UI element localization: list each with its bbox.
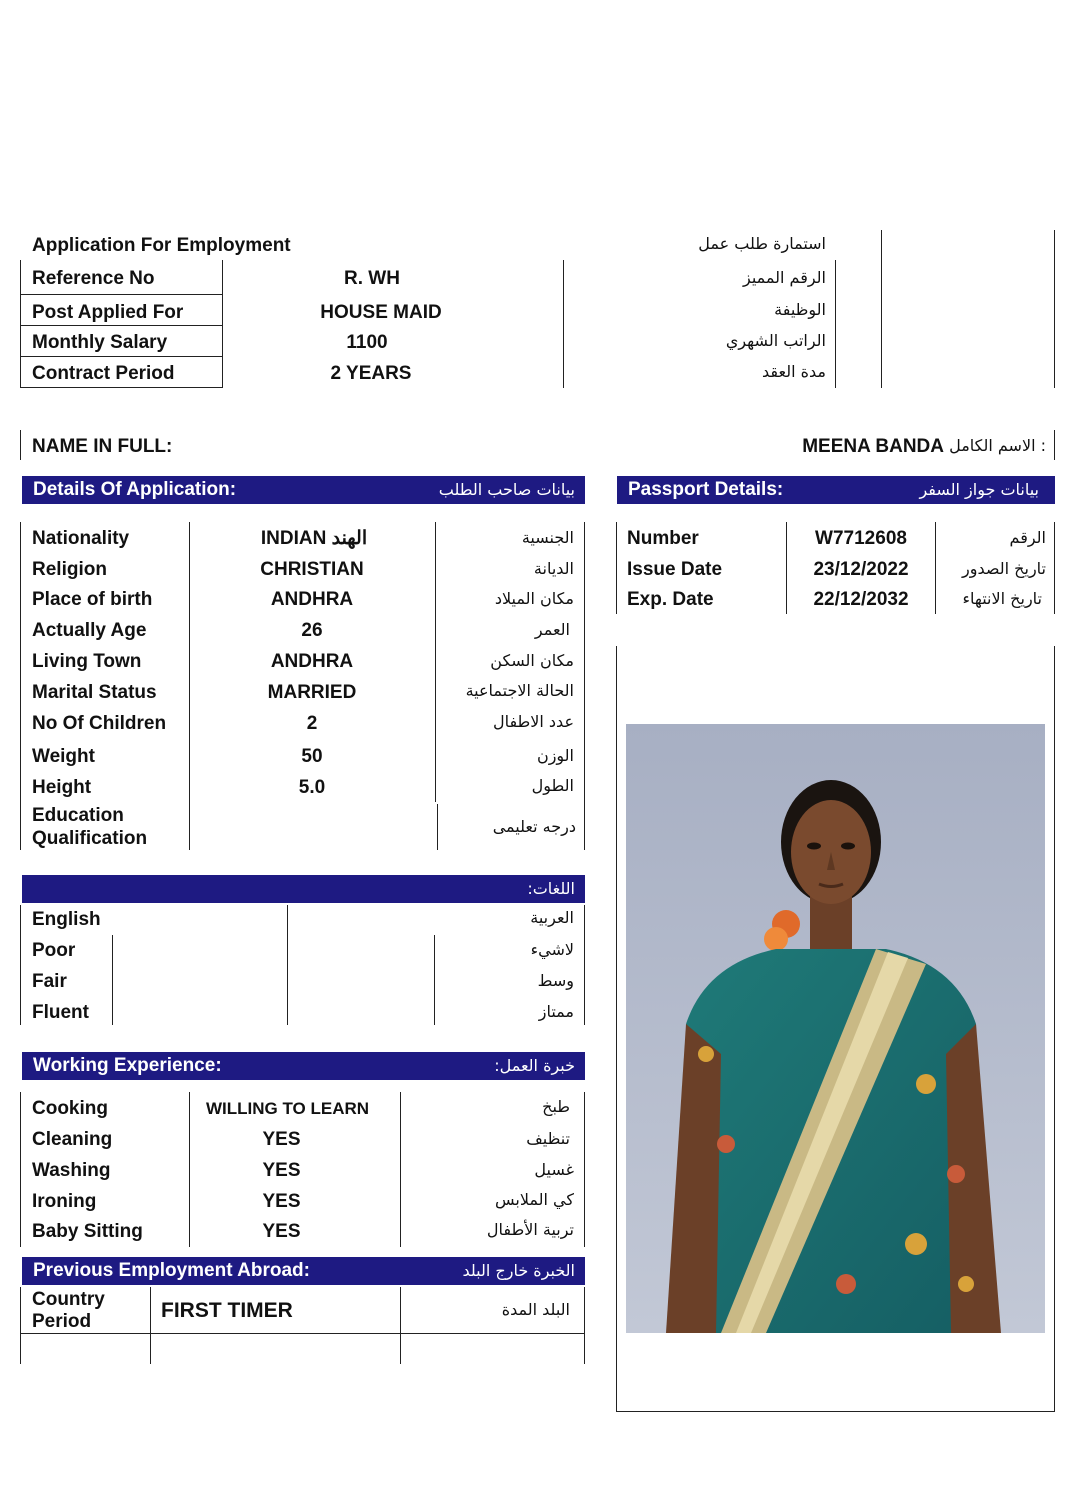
contract-label: Contract Period [32, 363, 175, 384]
issue-date-label-ar: تاريخ الصدور [962, 559, 1046, 578]
children-label: No Of Children [32, 713, 167, 734]
living-town-label: Living Town [32, 651, 142, 672]
app-divider-2b [437, 804, 438, 850]
lang-english-header: English [32, 909, 101, 930]
passport-heading-ar: بيانات جواز السفر [919, 480, 1039, 499]
passport-number-label-ar: الرقم [1009, 528, 1046, 547]
applicant-photo [626, 724, 1045, 1333]
header-row-line [20, 356, 223, 357]
abroad-heading-bar [22, 1257, 585, 1285]
ironing-value: YES [262, 1191, 301, 1212]
name-label: NAME IN FULL: [32, 436, 173, 457]
passport-number-label: Number [627, 528, 699, 549]
baby-sitting-label: Baby Sitting [32, 1221, 143, 1242]
exp-divider-2 [400, 1092, 401, 1247]
lang-divider-2 [434, 935, 435, 1025]
app-divider-2 [435, 522, 436, 802]
education-label-ar: درجه تعليمى [492, 817, 576, 836]
birthplace-label-ar: مكان الميلاد [494, 589, 574, 608]
header-row-line [20, 325, 223, 326]
application-heading-bar [22, 476, 585, 504]
marital-value: MARRIED [267, 682, 357, 703]
height-value: 5.0 [298, 777, 326, 798]
washing-value: YES [262, 1160, 301, 1181]
lang-arabic-header: العربية [530, 908, 574, 927]
reference-label-ar: الرقم المميز [742, 268, 826, 287]
form-title-ar: استمارة طلب عمل [698, 234, 826, 253]
abroad-heading-en: Previous Employment Abroad: [33, 1260, 310, 1281]
lang-divider-mid [287, 905, 288, 1025]
exp-date-value: 22/12/2032 [813, 589, 909, 610]
abroad-period-label: Period [32, 1311, 92, 1332]
application-heading-ar: بيانات صاحب الطلب [438, 480, 575, 499]
reference-value: R. WH [344, 268, 400, 289]
lang-right-border [584, 905, 585, 1025]
name-left-border [20, 430, 21, 460]
photo-frame-right [1054, 646, 1055, 1412]
religion-label: Religion [32, 559, 107, 580]
exp-date-label-ar: تاريخ الانتهاء [962, 589, 1042, 608]
lang-divider-1 [112, 935, 113, 1025]
washing-label: Washing [32, 1160, 111, 1181]
living-town-label-ar: مكان السكن [490, 651, 574, 670]
education-label-line1: Education [32, 805, 124, 826]
lang-left-border [20, 905, 21, 1025]
header-right-border [1054, 230, 1055, 388]
exp-date-label: Exp. Date [627, 589, 714, 610]
baby-sitting-value: YES [262, 1221, 301, 1242]
abroad-right-border [584, 1287, 585, 1364]
issue-date-value: 23/12/2022 [813, 559, 909, 580]
languages-heading-ar: اللغات: [527, 879, 575, 898]
religion-label-ar: الديانة [533, 559, 574, 578]
washing-label-ar: غسيل [534, 1160, 574, 1179]
birthplace-label: Place of birth [32, 589, 153, 610]
weight-value: 50 [301, 746, 323, 767]
experience-heading-en: Working Experience: [33, 1055, 222, 1076]
header-row-line [20, 294, 223, 295]
birthplace-value: ANDHRA [270, 589, 354, 610]
cooking-label-ar: طبخ [542, 1097, 570, 1116]
passport-heading-bar [617, 476, 1055, 504]
form-title-en: Application For Employment [32, 235, 291, 256]
header-divider-3 [835, 260, 836, 388]
lang-fluent-label: Fluent [32, 1002, 89, 1023]
name-label-ar: : الاسم الكامل [949, 436, 1046, 455]
header-left-border [20, 260, 21, 388]
abroad-label-ar: البلد المدة [501, 1300, 570, 1319]
passport-left-border [616, 522, 617, 614]
app-left-border [20, 522, 21, 850]
application-heading-en: Details Of Application: [33, 479, 237, 500]
languages-heading-bar [22, 875, 585, 903]
photo-frame-bottom [616, 1411, 1055, 1412]
cleaning-label: Cleaning [32, 1129, 113, 1150]
abroad-left-border [20, 1287, 21, 1364]
post-label: Post Applied For [32, 302, 184, 323]
app-right-border [584, 522, 585, 850]
header-row-line [20, 387, 223, 388]
cooking-label: Cooking [32, 1098, 108, 1119]
exp-right-border [584, 1092, 585, 1247]
age-label-ar: العمر [534, 620, 570, 639]
children-label-ar: عدد الاطفال [492, 712, 574, 731]
marital-label: Marital Status [32, 682, 157, 703]
experience-heading-bar [22, 1052, 585, 1080]
passport-number-value: W7712608 [815, 528, 907, 549]
marital-label-ar: الحالة الاجتماعية [465, 681, 574, 700]
lang-fair-label: Fair [32, 971, 67, 992]
lang-fair-label-ar: وسط [537, 971, 574, 990]
education-label-line2: Qualification [32, 828, 148, 849]
header-divider-2 [563, 260, 564, 388]
nationality-label-ar: الجنسية [521, 528, 574, 547]
lang-poor-label-ar: لاشيء [530, 940, 574, 959]
nationality-label: Nationality [32, 528, 130, 549]
exp-left-border [20, 1092, 21, 1247]
experience-heading-ar: خبرة العمل: [494, 1056, 575, 1075]
age-value: 26 [301, 620, 323, 641]
abroad-divider-2 [400, 1287, 401, 1364]
abroad-value: FIRST TIMER [161, 1299, 293, 1322]
post-label-ar: الوظيفة [774, 300, 826, 319]
contract-label-ar: مدة العقد [762, 362, 826, 381]
issue-date-label: Issue Date [627, 559, 723, 580]
height-label-ar: الطول [531, 776, 574, 795]
salary-label: Monthly Salary [32, 332, 168, 353]
passport-right-border [1054, 522, 1055, 614]
baby-sitting-label-ar: تربية الأطفال [486, 1220, 574, 1239]
ironing-label: Ironing [32, 1191, 97, 1212]
contract-value: 2 YEARS [330, 363, 412, 384]
post-value: HOUSE MAID [320, 302, 442, 323]
abroad-divider-1 [150, 1287, 151, 1364]
living-town-value: ANDHRA [270, 651, 354, 672]
salary-value: 1100 [346, 332, 388, 353]
photo-frame-left [616, 646, 617, 1412]
age-label: Actually Age [32, 620, 147, 641]
height-label: Height [32, 777, 92, 798]
lang-fluent-label-ar: ممتاز [538, 1002, 574, 1021]
passport-heading-en: Passport Details: [628, 479, 784, 500]
name-right-border [1054, 430, 1055, 460]
lang-poor-label: Poor [32, 940, 76, 961]
name-value: MEENA BANDA [802, 436, 944, 457]
abroad-country-label: Country [32, 1289, 105, 1310]
ironing-label-ar: كي الملابس [494, 1190, 574, 1209]
abroad-heading-ar: الخبرة خارج البلد [462, 1261, 575, 1280]
nationality-value: INDIAN الهند [260, 528, 368, 549]
salary-label-ar: الراتب الشهري [725, 331, 826, 350]
reference-label: Reference No [32, 268, 155, 289]
weight-label: Weight [32, 746, 95, 767]
religion-value: CHRISTIAN [260, 559, 364, 580]
cooking-value: WILLING TO LEARN [205, 1099, 370, 1118]
children-value: 2 [306, 713, 318, 734]
weight-label-ar: الوزن [536, 746, 574, 765]
cleaning-value: YES [262, 1129, 301, 1150]
header-divider-4 [881, 230, 882, 388]
abroad-row-line [20, 1333, 585, 1334]
cleaning-label-ar: تنظيف [526, 1129, 570, 1148]
